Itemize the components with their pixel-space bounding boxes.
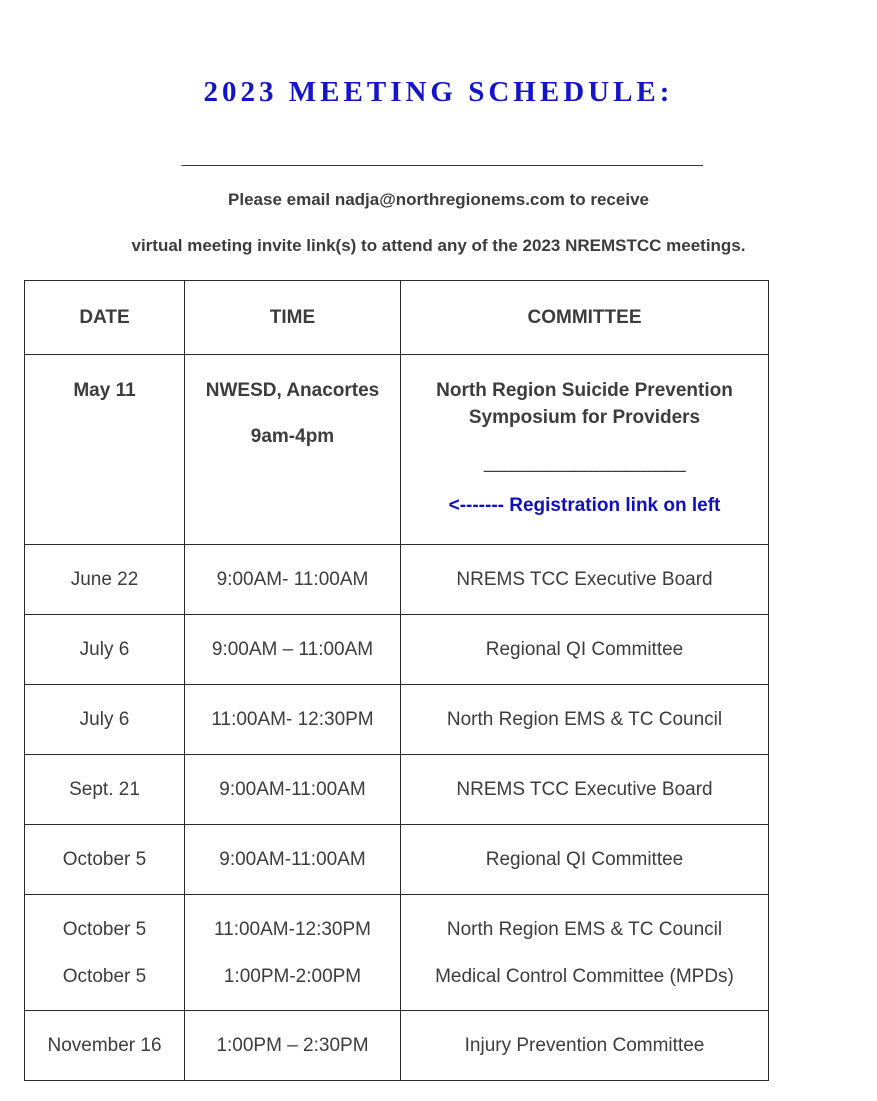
- date-b: October 5: [62, 965, 147, 987]
- time-cell: [185, 355, 401, 545]
- meeting-schedule-table: [24, 280, 769, 1081]
- time-cell: 9:00AM – 11:00AM: [185, 615, 401, 685]
- header-time: TIME: [185, 281, 401, 355]
- committee-cell: [401, 355, 769, 545]
- table-row: [25, 1011, 769, 1081]
- time-a: 11:00AM-12:30PM: [213, 918, 371, 940]
- registration-link-note[interactable]: <------- Registration link on left: [448, 495, 721, 516]
- table-row: [25, 615, 769, 685]
- committee-a: North Region EMS & TC Council: [446, 918, 723, 940]
- committee-cell: Injury Prevention Committee: [401, 1011, 769, 1081]
- committee-cell: [401, 895, 769, 1011]
- featured-time: 9am-4pm: [250, 426, 335, 447]
- time-cell: 1:00PM – 2:30PM: [185, 1011, 401, 1081]
- table-row-featured: [25, 355, 769, 545]
- date-cell: November 16: [25, 1011, 185, 1081]
- committee-cell: North Region EMS & TC Council: [401, 685, 769, 755]
- date-cell: Sept. 21: [25, 755, 185, 825]
- featured-date: May 11: [73, 380, 136, 401]
- time-cell: [185, 895, 401, 1011]
- featured-separator: ____________________: [483, 452, 686, 473]
- date-cell: October 5: [25, 825, 185, 895]
- header-committee: COMMITTEE: [401, 281, 769, 355]
- committee-cell: Regional QI Committee: [401, 615, 769, 685]
- header-date: DATE: [25, 281, 185, 355]
- time-cell: 9:00AM- 11:00AM: [185, 545, 401, 615]
- email-instructions: Please email nadja@northregionems.com to receive: [228, 190, 649, 209]
- committee-cell: Regional QI Committee: [401, 825, 769, 895]
- date-cell: July 6: [25, 685, 185, 755]
- featured-committee-line1: North Region Suicide Prevention: [436, 380, 733, 401]
- featured-location: NWESD, Anacortes: [205, 380, 380, 401]
- title-divider: ______________________________________________________________: [181, 150, 703, 167]
- time-cell: 9:00AM-11:00AM: [185, 755, 401, 825]
- page-title: 2023 MEETING SCHEDULE:: [203, 76, 674, 108]
- time-cell: 9:00AM-11:00AM: [185, 825, 401, 895]
- table-row: [25, 755, 769, 825]
- table-row: [25, 825, 769, 895]
- invite-instructions: virtual meeting invite link(s) to attend any of the 2023 NREMSTCC meetings.: [131, 236, 746, 255]
- date-cell: July 6: [25, 615, 185, 685]
- table-row-double: [25, 895, 769, 1011]
- table-row: [25, 545, 769, 615]
- table-header-row: [25, 281, 769, 355]
- date-a: October 5: [62, 918, 147, 940]
- time-cell: 11:00AM- 12:30PM: [185, 685, 401, 755]
- featured-committee-line2: Symposium for Providers: [468, 407, 701, 428]
- committee-cell: NREMS TCC Executive Board: [401, 545, 769, 615]
- time-b: 1:00PM-2:00PM: [223, 965, 362, 987]
- committee-cell: NREMS TCC Executive Board: [401, 755, 769, 825]
- date-cell: [25, 895, 185, 1011]
- committee-b: Medical Control Committee (MPDs): [435, 965, 734, 987]
- date-cell: June 22: [25, 545, 185, 615]
- date-cell: [25, 355, 185, 545]
- table-row: [25, 685, 769, 755]
